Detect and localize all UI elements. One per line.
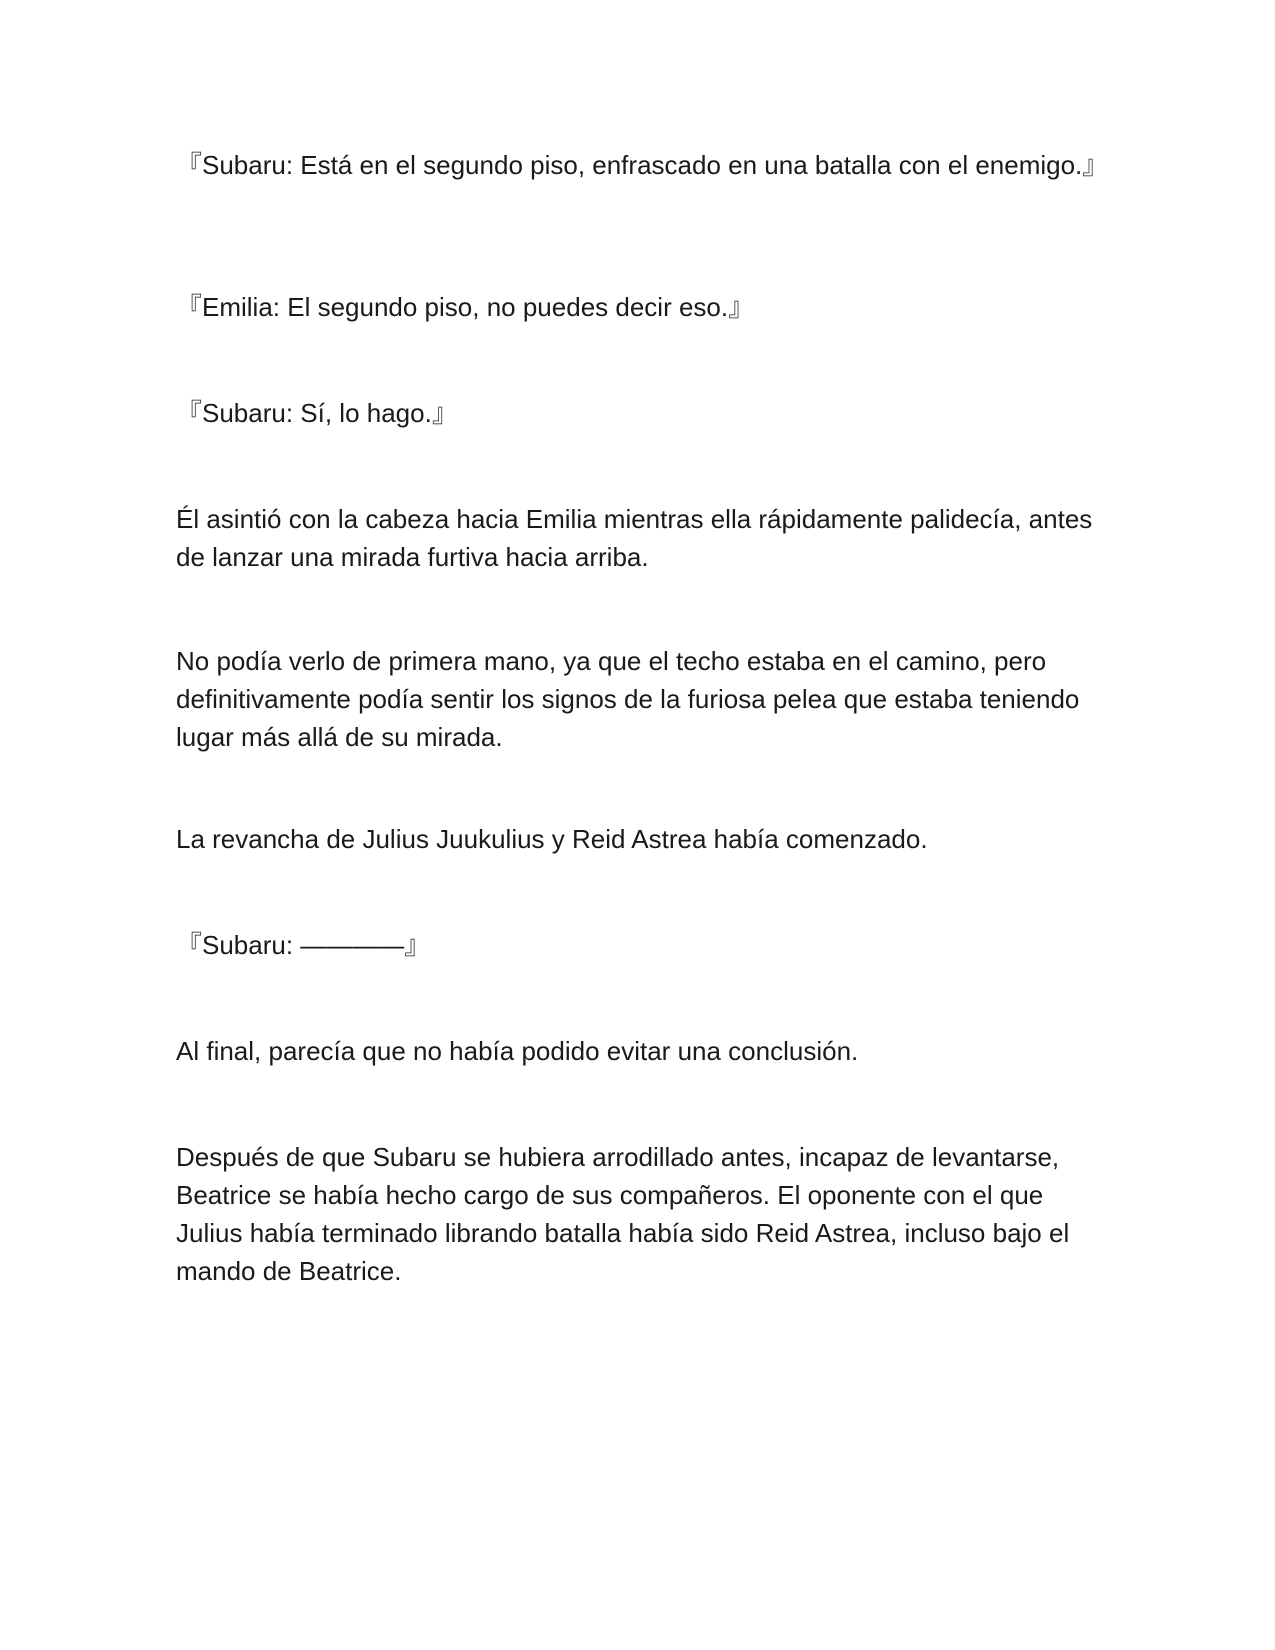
dialogue-subaru-1: 『Subaru: Está en el segundo piso, enfrascado en una batalla con el enemigo.』 <box>176 150 1109 180</box>
paragraph-revancha: La revancha de Julius Juukulius y Reid Astrea había comenzado. <box>176 824 928 854</box>
paragraph-conclusion: Al final, parecía que no había podido evitar una conclusión. <box>176 1036 859 1066</box>
dialogue-subaru-3: 『Subaru: ————』 <box>176 930 431 960</box>
paragraph-emilia-nod: Él asintió con la cabeza hacia Emilia mientras ella rápidamente palidecía, antes de lanzar una mirada furtiva hacia arriba. <box>176 504 1093 572</box>
dialogue-emilia: 『Emilia: El segundo piso, no puedes decir eso.』 <box>176 292 755 322</box>
paragraph-beatrice: Después de que Subaru se hubiera arrodillado antes, incapaz de levantarse, Beatrice se había hecho cargo de sus compañeros. El oponente con el que Julius había terminado librando batalla había sido Reid Astrea, incluso bajo el mando de Beatrice. <box>176 1142 1070 1286</box>
paragraph-ceiling: No podía verlo de primera mano, ya que el techo estaba en el camino, pero definitivamente podía sentir los signos de la furiosa pelea que estaba teniendo lugar más allá de su mirada. <box>176 646 1080 752</box>
dialogue-subaru-2: 『Subaru: Sí, lo hago.』 <box>176 398 458 428</box>
